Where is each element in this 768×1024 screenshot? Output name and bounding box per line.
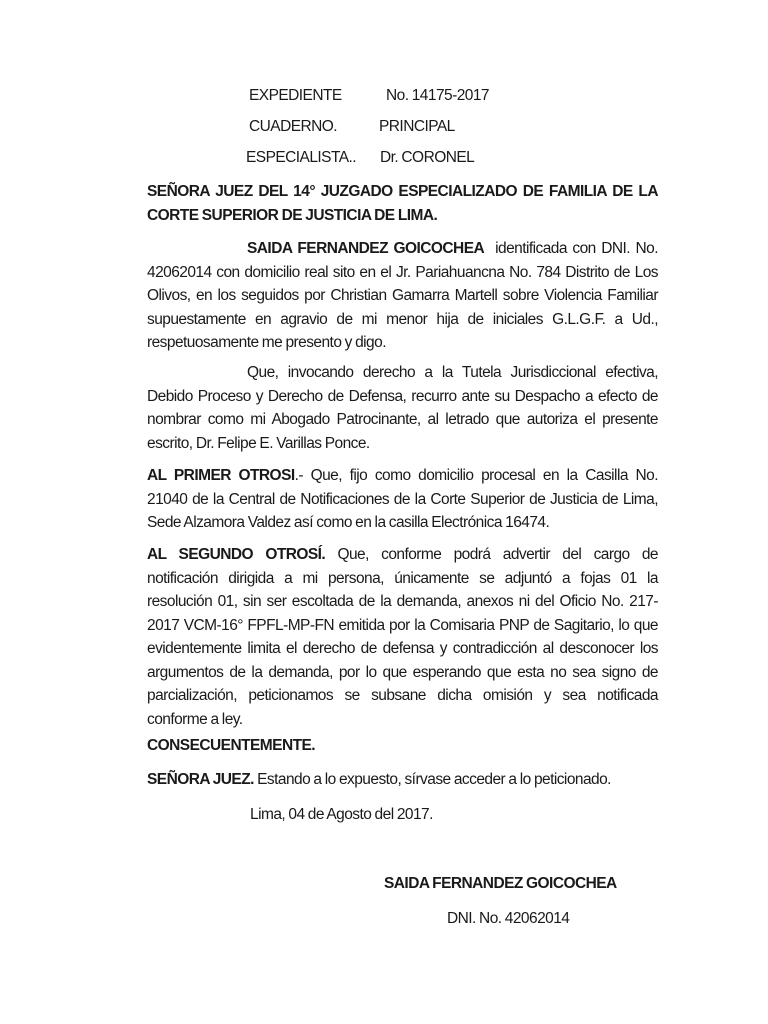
addressee [147,180,658,227]
segundo-otrosi-line: notificación dirigida a mi persona, únicamente se adjuntó a fojas 01 la [147,569,658,587]
especialista-value: Dr. CORONEL [380,149,475,166]
intro-line: supuestamente en agravio de mi menor hija de iniciales G.L.G.F. a Ud., [147,310,658,328]
especialista-label: ESPECIALISTA.. [246,149,357,166]
primer-otrosi-line: 21040 de la Central de Notificaciones de la Corte Superior de Justicia de Lima, [147,490,658,508]
que-line: escrito, Dr. Felipe E. Varillas Ponce. [147,434,370,452]
que-line [147,361,658,385]
intro-paragraph [147,237,658,355]
closing-label: SEÑORA JUEZ. [147,771,254,788]
segundo-otrosi-line: evidentemente limita el derecho de defensa y contradicción al desconocer los [147,640,658,657]
expediente-value: No. 14175-2017 [386,87,489,104]
que-line: Debido Proceso y Derecho de Defensa, recurro ante su Despacho a efecto de [147,387,658,405]
signature-dni: DNI. No. 42062014 [447,910,570,927]
signature-name: SAIDA FERNANDEZ GOICOCHEA [384,875,617,892]
segundo-otrosi-line: parcialización, peticionamos se subsane dicha omisión y sea notificada [147,687,658,704]
primer-otrosi-label: AL PRIMER OTROSI [147,467,295,484]
intro-line: 42062014 con domicilio real sito en el Jr. Pariahuancna No. 784 Distrito de Los [147,263,658,281]
segundo-otrosi-line: conforme a ley. [147,710,243,728]
cuaderno-value: PRINCIPAL [379,118,455,135]
cuaderno-label: CUADERNO. [249,118,338,135]
addressee-line: SEÑORA JUEZ DEL 14° JUZGADO ESPECIALIZADO DE FAMILIA DE LA [147,183,658,200]
segundo-otrosi-line: 2017 VCM-16° FPFL-MP-FN emitida por la Comisaria PNP de Sagitario, lo que [147,616,658,634]
segundo-otrosi-line [147,543,658,567]
intro-line: Olivos, en los seguidos por Christian Gamarra Martell sobre Violencia Familiar [147,287,658,304]
primer-otrosi-paragraph [147,464,658,535]
expediente-label: EXPEDIENTE [249,87,342,104]
que-line: nombrar como mi Abogado Patrocinante, al letrado que autoriza el presente [147,411,658,428]
segundo-otrosi-paragraph [147,543,658,731]
primer-otrosi-rest: .- Que, fijo como domicilio procesal en la Casilla No. [294,467,658,484]
addressee-line: CORTE SUPERIOR DE JUSTICIA DE LIMA. [147,206,438,224]
date-line: Lima, 04 de Agosto del 2017. [250,806,433,823]
intro-line-rest: identificada con DNI. No. [495,240,658,257]
segundo-otrosi-rest: Que, conforme podrá advertir del cargo de [337,546,658,563]
segundo-otrosi-label: AL SEGUNDO OTROSÍ. [147,546,326,563]
primer-otrosi-line [147,464,658,488]
que-paragraph [147,361,658,455]
closing-line [147,771,611,789]
consecuentemente-heading: CONSECUENTEMENTE. [147,737,316,754]
closing-rest: Estando a lo expuesto, sírvase acceder a lo peticionado. [253,771,611,788]
primer-otrosi-line: Sede Alzamora Valdez así como en la casilla Electrónica 16474. [147,514,550,531]
segundo-otrosi-line: resolución 01, sin ser escoltada de la demanda, anexos ni del Oficio No. 217- [147,593,658,610]
petitioner-name: SAIDA FERNANDEZ GOICOCHEA [247,240,485,257]
segundo-otrosi-line: argumentos de la demanda, por lo que esperando que esta no sea signo de [147,663,658,681]
intro-line: respetuosamente me presento y digo. [147,334,386,351]
que-line-text: Que, invocando derecho a la Tutela Jurisdiccional efectiva, [247,364,658,381]
intro-line [147,237,658,261]
